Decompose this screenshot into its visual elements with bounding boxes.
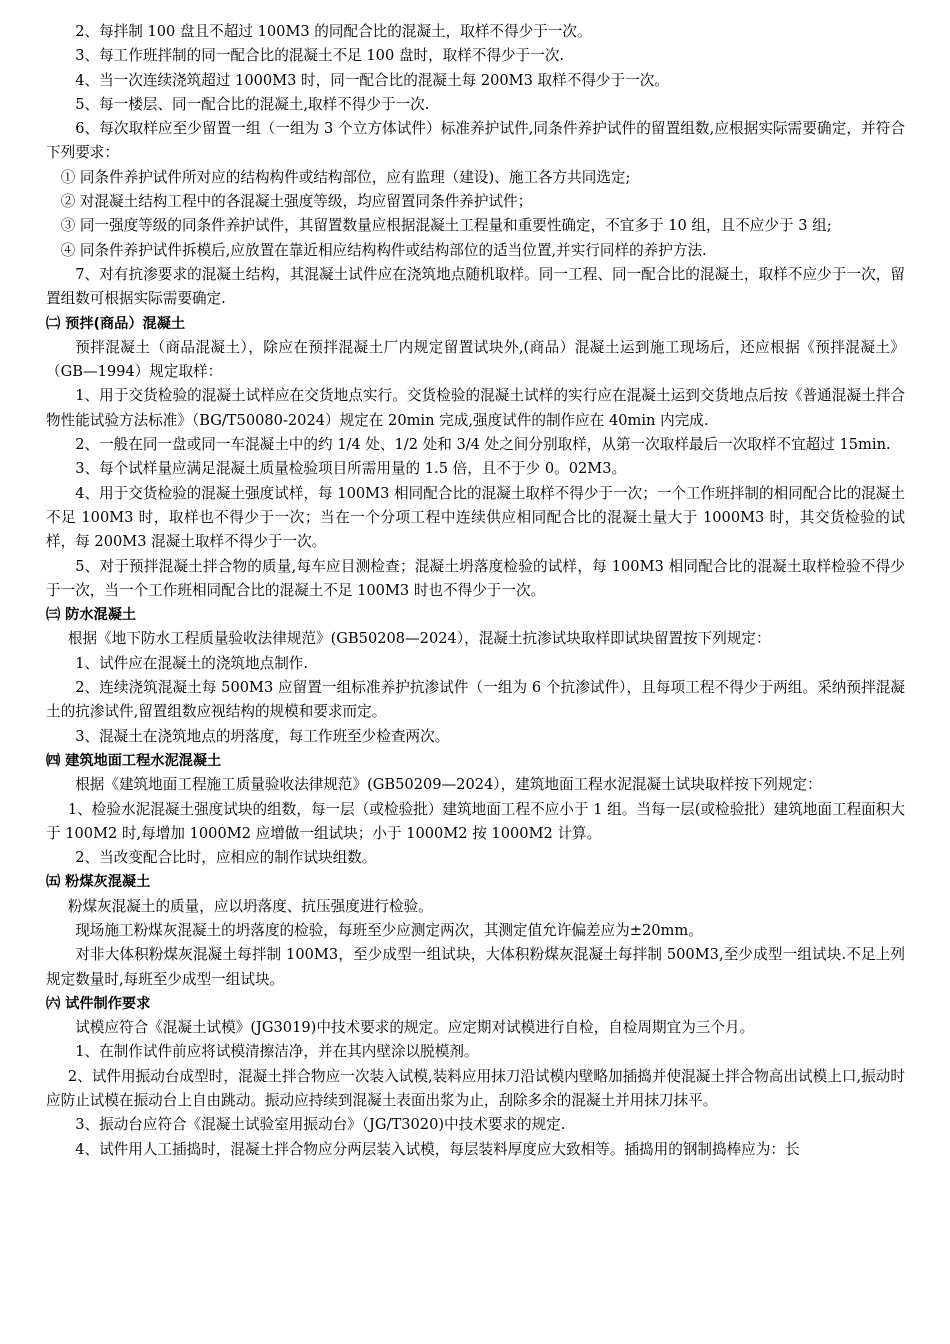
paragraph: 1、检验水泥混凝土强度试块的组数，每一层（或检验批）建筑地面工程不应小于 1 组。当每一层(或检验批）建筑地面工程面积大于 100M2 时,每增加 1000M2 应增做一组试块；小于 1000M2 按 1000M2 计算。 (46, 800, 905, 842)
paragraph: 1、在制作试件前应将试模清擦洁净，并在其内壁涂以脱模剂。 (75, 1043, 479, 1061)
paragraph: 现场施工粉煤灰混凝土的坍落度的检验，每班至少应测定两次，其测定值允许偏差应为±20mm。 (75, 921, 703, 939)
section-heading: ㈢ 防水混凝土 (46, 607, 137, 624)
sub-item: ④ 同条件养护试件拆模后,应放置在靠近相应结构构件或结构部位的适当位置,并实行同样的养护方法. (60, 241, 707, 259)
paragraph: 4、用于交货检验的混凝土强度试样，每 100M3 相同配合比的混凝土取样不得少于一次；一个工作班拌制的相同配合比的混凝土不足 100M3 时，取样也不得少于一次；当在一个分项工程中连续供应相同配合比的混凝土量大于 1000M3 时，其交货检验的试样，每 200M3 混凝土取样不得少于一次。 (46, 484, 905, 551)
paragraph: 对非大体积粉煤灰混凝土每拌制 100M3，至少成型一组试块，大体积粉煤灰混凝土每拌制 500M3,至少成型一组试块.不足上列规定数量时,每班至少成型一组试块。 (46, 946, 905, 988)
paragraph: 粉煤灰混凝土的质量，应以坍落度、抗压强度进行检验。 (67, 897, 433, 915)
paragraph: 3、每工作班拌制的同一配合比的混凝土不足 100 盘时，取样不得少于一次. (75, 47, 565, 65)
paragraph: 7、对有抗渗要求的混凝土结构，其混凝土试件应在浇筑地点随机取样。同一工程、同一配合比的混凝土，取样不应少于一次，留置组数可根据实际需要确定. (46, 265, 905, 308)
sub-item: ① 同条件养护试件所对应的结构构件或结构部位，应有监理（建设)、施工各方共同选定; (60, 168, 631, 186)
paragraph: 试模应符合《混凝土试模》(JG3019)中技术要求的规定。应定期对试模进行自检，自检周期宜为三个月。 (75, 1019, 755, 1037)
sub-item: ② 对混凝土结构工程中的各混凝土强度等级，均应留置同条件养护试件； (60, 193, 533, 211)
paragraph: 根据《地下防水工程质量验收法律规范》(GB50208—2024），混凝土抗渗试块取样即试块留置按下列规定： (67, 630, 771, 648)
section-heading: ㈣ 建筑地面工程水泥混凝土 (46, 752, 222, 769)
paragraph: 3、每个试样量应满足混凝土质量检验项目所需用量的 1.5 倍，且不于少 0。02M3。 (75, 460, 627, 478)
section-heading: ㈥ 试件制作要求 (46, 995, 151, 1012)
paragraph: 5、对于预拌混凝土拌合物的质量,每车应目测检查；混凝土坍落度检验的试样，每 100M3 相同配合比的混凝土取样检验不得少于一次，当一个工作班相同配合比的混凝土不足 100M3 时也不得少于一次。 (46, 557, 905, 599)
paragraph: 1、试件应在混凝土的浇筑地点制作. (75, 654, 309, 672)
paragraph: 2、当改变配合比时，应相应的制作试块组数。 (75, 849, 377, 867)
paragraph: 4、试件用人工插捣时，混凝土拌合物应分两层装入试模，每层装料厚度应大致相等。插捣用的钢制捣棒应为：长 (75, 1140, 800, 1158)
paragraph: 2、连续浇筑混凝土每 500M3 应留置一组标准养护抗渗试件（一组为 6 个抗渗试件），且每项工程不得少于两组。采纳预拌混凝土的抗渗试件,留置组数应视结构的规模和要求而定。 (46, 679, 905, 721)
paragraph: 2、每拌制 100 盘且不超过 100M3 的同配合比的混凝土，取样不得少于一次。 (75, 23, 592, 40)
paragraph: 2、试件用振动台成型时，混凝土拌合物应一次装入试模,装料应用抹刀沿试模内壁略加插捣并使混凝土拌合物高出试模上口,振动时应防止试模在振动台上自由跳动。振动应持续到混凝土表面出浆为止，刮除多余的混凝土并用抹刀抹平。 (46, 1067, 905, 1110)
paragraph: 2、一般在同一盘或同一车混凝土中的约 1/4 处、1/2 处和 3/4 处之间分别取样，从第一次取样最后一次取样不宜超过 15min. (75, 436, 891, 454)
section-heading: ㈤ 粉煤灰混凝土 (46, 874, 151, 891)
paragraph: 预拌混凝土（商品混凝土），除应在预拌混凝土厂内规定留置试块外,(商品）混凝土运到施工现场后，还应根据《预拌混凝土》（GB—1994）规定取样： (46, 338, 905, 381)
paragraph: 4、当一次连续浇筑超过 1000M3 时，同一配合比的混凝土每 200M3 取样不得少于一次。 (75, 71, 669, 89)
paragraph: 1、用于交货检验的混凝土试样应在交货地点实行。交货检验的混凝土试样的实行应在混凝土运到交货地点后按《普通混凝土拌合物性能试验方法标准》（BG/T50080-2024）规定在 20min 完成,强度试件的制作应在 40min 内完成. (46, 387, 905, 429)
paragraph: 根据《建筑地面工程施工质量验收法律规范》(GB50209—2024），建筑地面工程水泥混凝土试块取样按下列规定： (75, 776, 822, 794)
paragraph: 5、每一楼层、同一配合比的混凝土,取样不得少于一次. (75, 95, 430, 113)
sub-item: ③ 同一强度等级的同条件养护试件，其留置数量应根据混凝土工程量和重要性确定，不宜多于 10 组，且不应少于 3 组; (60, 217, 832, 235)
paragraph: 3、混凝土在浇筑地点的坍落度，每工作班至少检查两次。 (75, 727, 450, 745)
paragraph: 3、振动台应符合《混凝土试验室用振动台》（JG/T3020)中技术要求的规定. (75, 1116, 566, 1134)
paragraph: 6、每次取样应至少留置一组（一组为 3 个立方体试件）标准养护试件,同条件养护试件的留置组数,应根据实际需要确定，并符合下列要求： (46, 120, 905, 162)
section-heading: ㈡ 预拌(商品）混凝土 (46, 315, 186, 332)
